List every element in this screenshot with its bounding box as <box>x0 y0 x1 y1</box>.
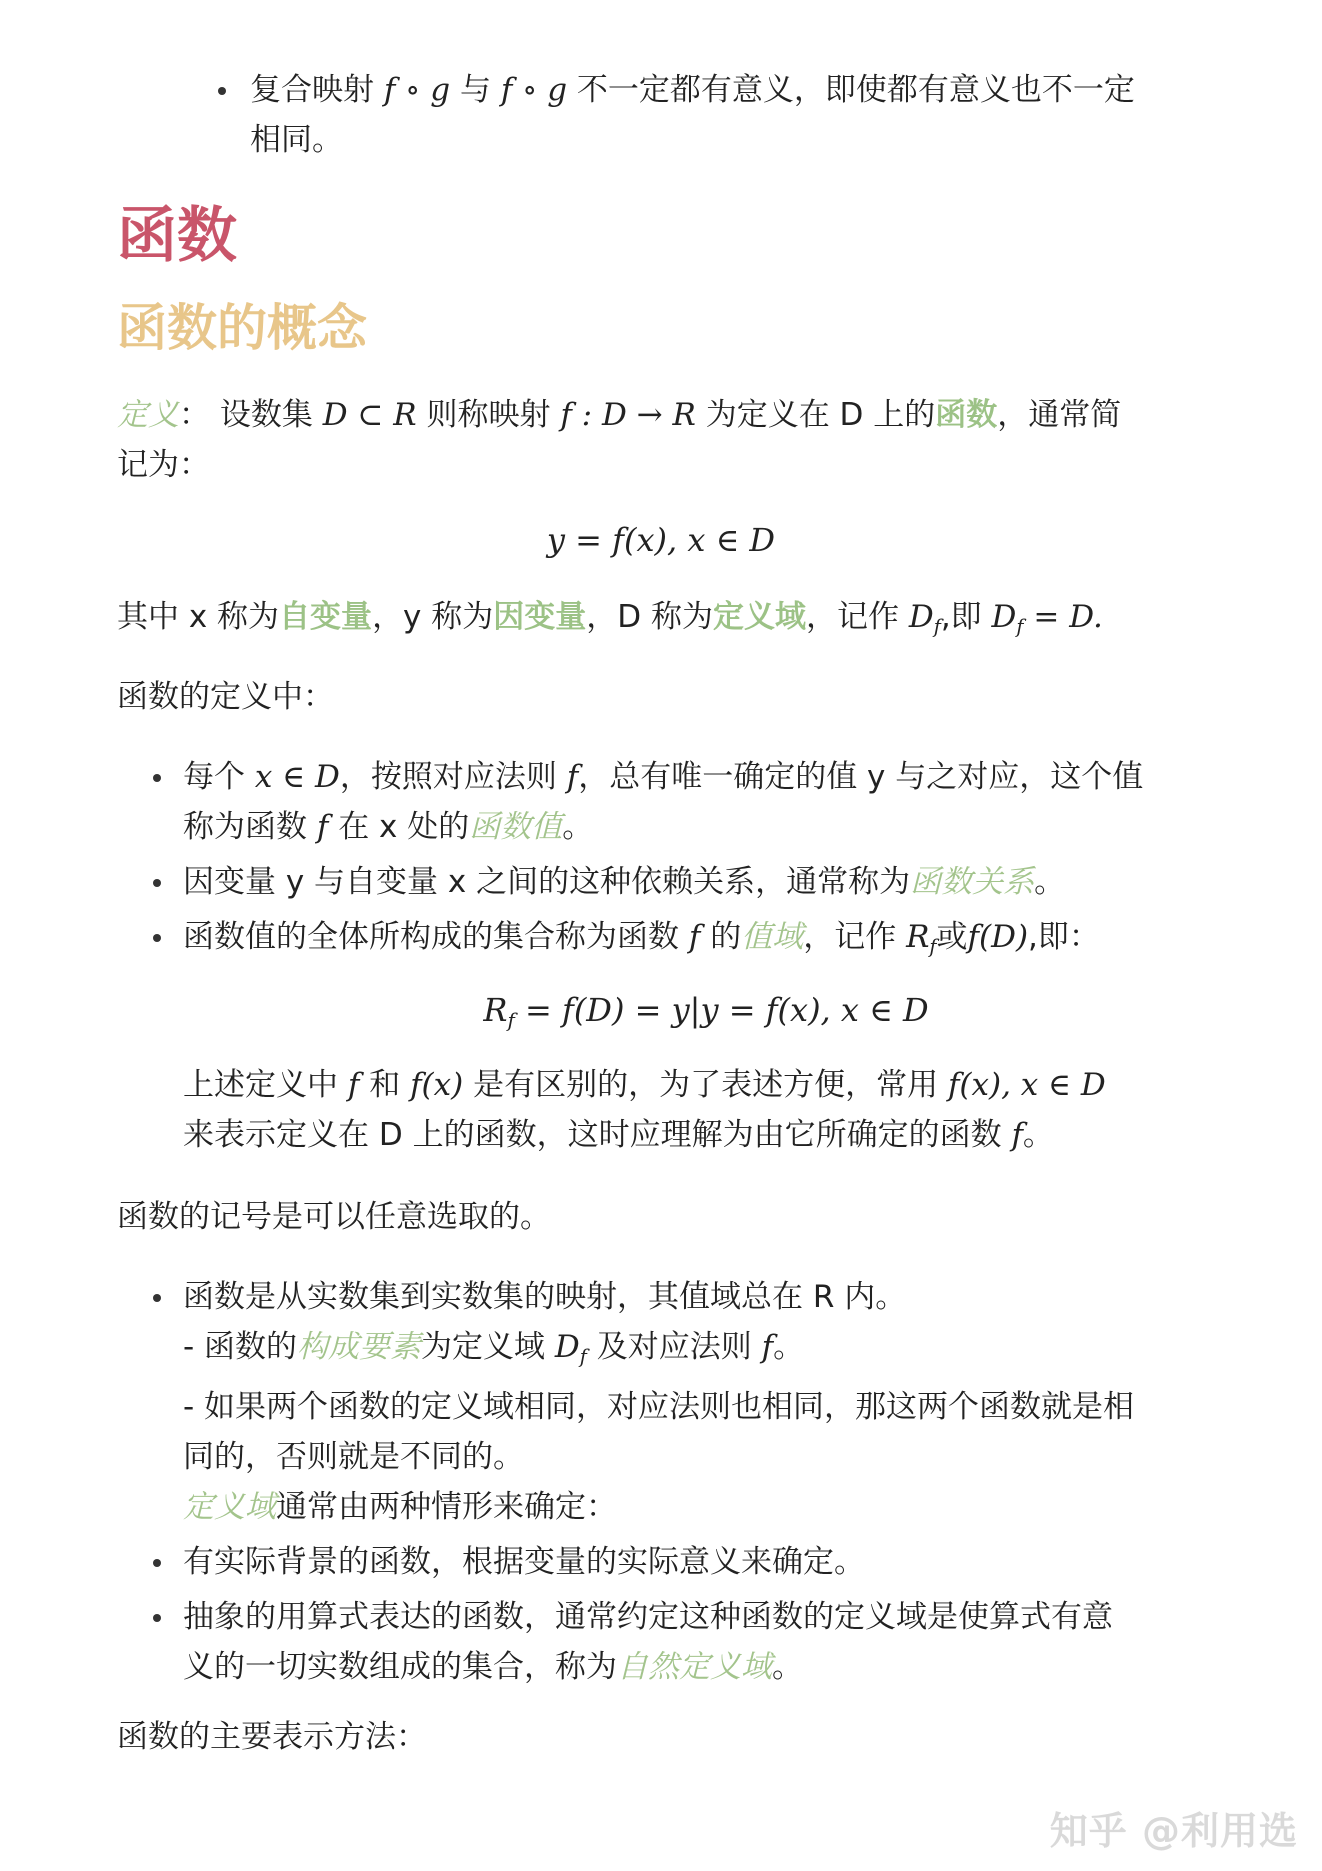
math-rf <box>906 919 937 958</box>
text-run: 或 <box>936 919 968 955</box>
bullet-dot <box>153 1614 161 1622</box>
bullet-b1-line4: 同的，否则就是不同的。 <box>183 1438 524 1475</box>
math-d: D <box>554 1329 580 1365</box>
term-components: 构成要素 <box>297 1329 422 1365</box>
text-run: 则称映射 <box>416 397 561 433</box>
math-sub-f: f <box>579 1344 587 1368</box>
text-run: ，记作 <box>806 599 909 635</box>
math-r: R <box>483 991 508 1029</box>
math-f: f <box>347 1067 360 1103</box>
bullet-a2 <box>183 857 1253 907</box>
heading-function-concept: 函数的概念 <box>117 299 367 357</box>
math-composite-2: f ∘ g <box>500 72 568 108</box>
math-subset: D ⊂ R <box>322 397 417 433</box>
text-run: ： 设数集 <box>179 397 323 433</box>
math-d: D <box>991 599 1017 635</box>
notation-any: 函数的记号是可以任意选取的。 <box>117 1199 551 1235</box>
note-line2 <box>183 1110 1263 1160</box>
math-sub-f: f <box>507 1008 515 1032</box>
text-run: 复合映射 <box>250 72 384 108</box>
math-range-rest: = f(D) = y|y = f(x), x ∈ D <box>514 991 929 1029</box>
bullet-b2 <box>183 1537 1263 1587</box>
bullet-a1-line2 <box>183 802 1253 852</box>
text-run: 不一定都有意义，即使都有意义也不一定 <box>567 72 1135 108</box>
text-run: 通常由两种情形来确定： <box>276 1488 617 1525</box>
text-run: 为定义域 <box>421 1329 555 1365</box>
text-run: 来表示定义在 D 上的函数，这时应理解为由它所确定的函数 <box>183 1117 1012 1153</box>
math-fx: f(x) <box>410 1067 464 1103</box>
math-f: f <box>1011 1117 1023 1153</box>
text-run: 义的一切实数组成的集合，称为 <box>183 1648 617 1685</box>
term-domain: 定义域 <box>713 599 806 635</box>
text-run: ,即 <box>940 599 992 635</box>
term-independent-variable: 自变量 <box>279 599 373 635</box>
term-dependent-variable: 因变量 <box>493 599 587 635</box>
term-function-value: 函数值 <box>469 809 563 845</box>
bullet-dot <box>218 87 226 95</box>
bullet-b1-line5 <box>183 1482 1263 1532</box>
text-run: ，记作 <box>803 919 907 955</box>
text-run: ，总有唯一确定的值 y 与之对应，这个值 <box>578 759 1144 795</box>
term-function: 函数 <box>935 397 998 433</box>
bullet-a1-line1 <box>183 752 1253 802</box>
definition-paragraph <box>117 390 1227 490</box>
text-run: 和 <box>359 1067 411 1103</box>
text-run: 及对应法则 <box>586 1329 762 1365</box>
math-d: D <box>908 599 934 635</box>
text-run: 。 <box>1034 864 1066 900</box>
text-run: 与 <box>450 72 501 108</box>
variables-line <box>117 592 1267 652</box>
text-run: 因变量 y 与自变量 x 之间的这种依赖关系，通常称为 <box>183 864 911 900</box>
text-run: 。 <box>562 809 594 845</box>
bullet-b1-line1: 函数是从实数集到实数集的映射，其值域总在 R 内。 <box>183 1279 907 1315</box>
text-run: 。 <box>772 1648 803 1685</box>
bullet-dot <box>153 934 161 942</box>
text-run: 。 <box>1022 1117 1054 1153</box>
in-definition-label: 函数的定义中： <box>117 679 334 715</box>
math-mapping: f : D → R <box>560 397 696 433</box>
text-run: 上述定义中 <box>183 1067 348 1103</box>
bullet-b3 <box>183 1592 1263 1692</box>
top-bullet-line1 <box>250 65 1250 115</box>
math-sub-f: f <box>933 614 941 638</box>
equation-y-fx: y = f(x), x ∈ D <box>546 521 776 559</box>
text-run: ,即： <box>1028 919 1100 955</box>
bullet-list-a <box>183 752 1253 972</box>
bullet-dot <box>153 1294 161 1302</box>
text-run: 是有区别的，为了表述方便，常用 <box>463 1067 948 1103</box>
text-run: - 函数的 <box>183 1329 298 1365</box>
text-run: 称为函数 <box>183 809 317 845</box>
term-natural-domain: 自然定义域 <box>617 1648 772 1685</box>
math-f-of-d: f(D) <box>967 919 1029 955</box>
math-composite-1: f ∘ g <box>383 72 451 108</box>
text-run: 为定义在 D 上的 <box>695 397 936 433</box>
equation-range <box>45 985 1322 1046</box>
definition-line2: 记为： <box>117 447 210 483</box>
math-df <box>554 1329 587 1368</box>
bullet-b1-line2 <box>183 1322 1263 1382</box>
text-run: 有实际背景的函数，根据变量的实际意义来确定。 <box>183 1543 865 1580</box>
text-run: ，按照对应法则 <box>339 759 567 795</box>
math-sub-f: f <box>929 934 937 958</box>
bullet-b3-line2 <box>183 1642 1263 1692</box>
math-df-eq <box>991 599 1103 638</box>
main-methods: 函数的主要表示方法： <box>117 1719 427 1755</box>
top-bullet-line2: 相同。 <box>250 122 343 158</box>
bullet-b1-line3: - 如果两个函数的定义域相同，对应法则也相同，那这两个函数就是相 <box>183 1388 1135 1425</box>
text-run: 每个 <box>183 759 255 795</box>
text-run: ，y 称为 <box>372 599 494 635</box>
bullet-dot <box>153 1559 161 1567</box>
top-bullet <box>250 65 1250 165</box>
definition-line1 <box>117 390 1227 440</box>
text-run: 的 <box>700 919 742 955</box>
bullet-a3 <box>183 912 1253 972</box>
term-function-relation: 函数关系 <box>910 864 1035 900</box>
term-range: 值域 <box>741 919 804 955</box>
bullet-b1 <box>183 1272 1263 1532</box>
math-sub-f: f <box>1016 614 1024 638</box>
text-run: 。 <box>773 1329 805 1365</box>
math-f: f <box>761 1329 774 1365</box>
math-f: f <box>316 809 329 845</box>
note-line1 <box>183 1060 1263 1110</box>
bullet-dot <box>153 879 161 887</box>
bullet-list-b <box>183 1272 1263 1692</box>
bullet-b3-line1: 抽象的用算式表达的函数，通常约定这种函数的定义域是使算式有意 <box>183 1598 1113 1635</box>
math-x-in-d: x ∈ D <box>254 759 340 795</box>
note-paragraph <box>183 1060 1263 1160</box>
term-domain-italic: 定义域 <box>183 1488 276 1525</box>
definition-label: 定义 <box>117 397 179 433</box>
math-fx-in-d: f(x), x ∈ D <box>947 1067 1106 1103</box>
math-f: f <box>688 919 701 955</box>
math-df <box>908 599 941 638</box>
bullet-a1 <box>183 752 1253 852</box>
math-f: f <box>566 759 579 795</box>
text-run: 在 x 处的 <box>328 809 470 845</box>
zhihu-watermark: 知乎 @利用选 <box>1049 1809 1298 1853</box>
heading-function: 函数 <box>117 201 237 271</box>
text-run: ，通常简 <box>997 397 1122 433</box>
text-run: 函数值的全体所构成的集合称为函数 <box>183 919 689 955</box>
math-r: R <box>906 919 930 955</box>
text-run: ，D 称为 <box>586 599 713 635</box>
text-run: 其中 x 称为 <box>117 599 280 635</box>
math-eq-rest: = D. <box>1023 599 1103 635</box>
bullet-dot <box>153 774 161 782</box>
